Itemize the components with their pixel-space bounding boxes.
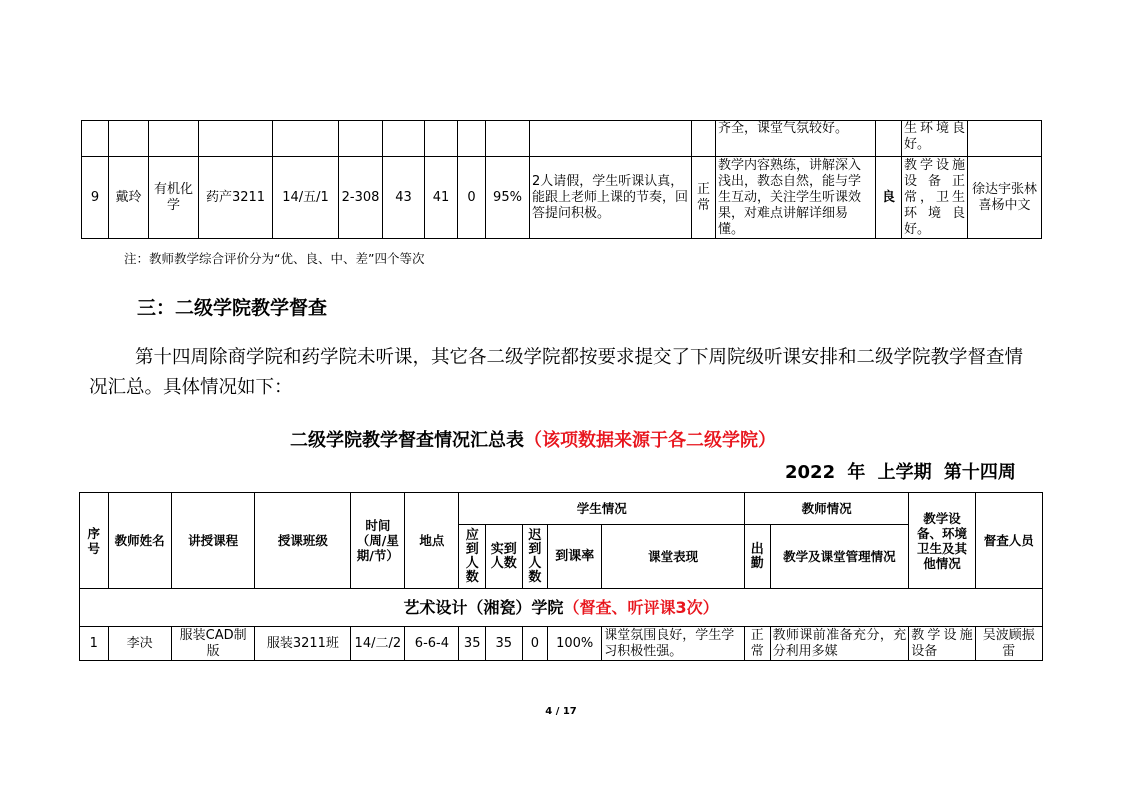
header-student-group: 学生情况 (459, 493, 745, 525)
header-teacher: 教师姓名 (108, 493, 171, 589)
header-attendance: 出勤 (745, 525, 771, 589)
cell-classroom: 2人请假，学生听课认真，能跟上老师上课的节奏，回答提问积极。 (530, 157, 692, 239)
cell-teaching: 教学内容熟练，讲解深入浅出，教态自然，能与学生互动，关注学生听课效果，对难点讲解详细易懂。 (716, 157, 876, 239)
cell-inspectors: 吴波顾振雷 (975, 627, 1042, 661)
cell-rate: 95% (486, 157, 530, 239)
header-actual: 实到人数 (485, 525, 522, 589)
cell-grade: 良 (876, 157, 902, 239)
cell-late: 0 (522, 627, 548, 661)
cell-class: 服装3211班 (255, 627, 351, 661)
header-teacher-group: 教师情况 (745, 493, 909, 525)
college-name: 艺术设计（湘瓷）学院 (403, 597, 564, 617)
cell-classroom: 课堂氛围良好，学生学习积极性强。 (602, 627, 745, 661)
body-paragraph: 第十四周除商学院和药学院未听课，其它各二级学院都按要求提交了下周院级听课安排和二级学院教学督查情况汇总。具体情况如下： (89, 347, 1024, 398)
cell-facilities: 生环境良好。 (902, 121, 968, 157)
header-facilities: 教学设备、环境卫生及其他情况 (909, 493, 975, 589)
college-section-row (80, 589, 1043, 627)
cell-location: 6-6-4 (405, 627, 459, 661)
table-note: 注：教师教学综合评价分为“优、良、中、差”四个等次 (124, 251, 425, 266)
cell-course: 有机化学 (149, 157, 199, 239)
header-location: 地点 (405, 493, 459, 589)
header-row (80, 493, 1043, 525)
college-section (80, 589, 1043, 627)
cell-attendance: 正常 (745, 627, 771, 661)
cell-actual: 35 (485, 627, 522, 661)
continuation-row (82, 121, 1042, 157)
cell-management: 教师课前准备充分，充分利用多媒 (770, 627, 909, 661)
table-title-main: 二级学院教学督查情况汇总表 (290, 430, 524, 451)
cell-teacher: 戴玲 (109, 157, 149, 239)
table-title (290, 426, 776, 452)
page-number: 4 / 17 (545, 706, 577, 717)
cell-actual: 41 (425, 157, 458, 239)
cell-facilities: 教学设施设备 (909, 627, 975, 661)
header-management: 教学及课堂管理情况 (770, 525, 909, 589)
section-heading: 三：二级学院教学督查 (137, 297, 328, 319)
cell-time: 14/五/1 (273, 157, 339, 239)
header-classroom: 课堂表现 (602, 525, 745, 589)
cell-location: 2-308 (339, 157, 383, 239)
header-late: 迟到人数 (522, 525, 548, 589)
cell-time: 14/二/2 (351, 627, 405, 661)
header-rate: 到课率 (548, 525, 602, 589)
table-row (82, 157, 1042, 239)
term-label: 2022 年 上学期 第十四周 (785, 462, 1016, 483)
college-inspection-count: （督查、听评课3次） (563, 597, 719, 617)
previous-evaluation-table (81, 120, 1042, 239)
table-row (80, 627, 1043, 661)
header-expected: 应到人数 (459, 525, 486, 589)
header-course: 讲授课程 (171, 493, 255, 589)
cell-teacher: 李决 (108, 627, 171, 661)
cell-late: 0 (458, 157, 486, 239)
cell-expected: 43 (383, 157, 425, 239)
cell-teaching: 齐全，课堂气氛较好。 (716, 121, 876, 157)
header-time: 时间（周/星期/节） (351, 493, 405, 589)
cell-class: 药产3211 (199, 157, 273, 239)
table-title-source-note: （该项数据来源于各二级学院） (524, 430, 776, 451)
cell-course: 服装CAD制版 (171, 627, 255, 661)
header-no: 序号 (80, 493, 109, 589)
cell-no: 1 (80, 627, 109, 661)
cell-expected: 35 (459, 627, 486, 661)
cell-attendance: 正常 (692, 157, 716, 239)
summary-table (79, 492, 1043, 661)
cell-no: 9 (82, 157, 109, 239)
cell-rate: 100% (548, 627, 602, 661)
header-inspectors: 督查人员 (975, 493, 1042, 589)
cell-facilities: 教学设施设备正常，卫生环境良好。 (902, 157, 968, 239)
header-class: 授课班级 (255, 493, 351, 589)
cell-inspectors: 徐达宇张林喜杨中文 (968, 157, 1042, 239)
